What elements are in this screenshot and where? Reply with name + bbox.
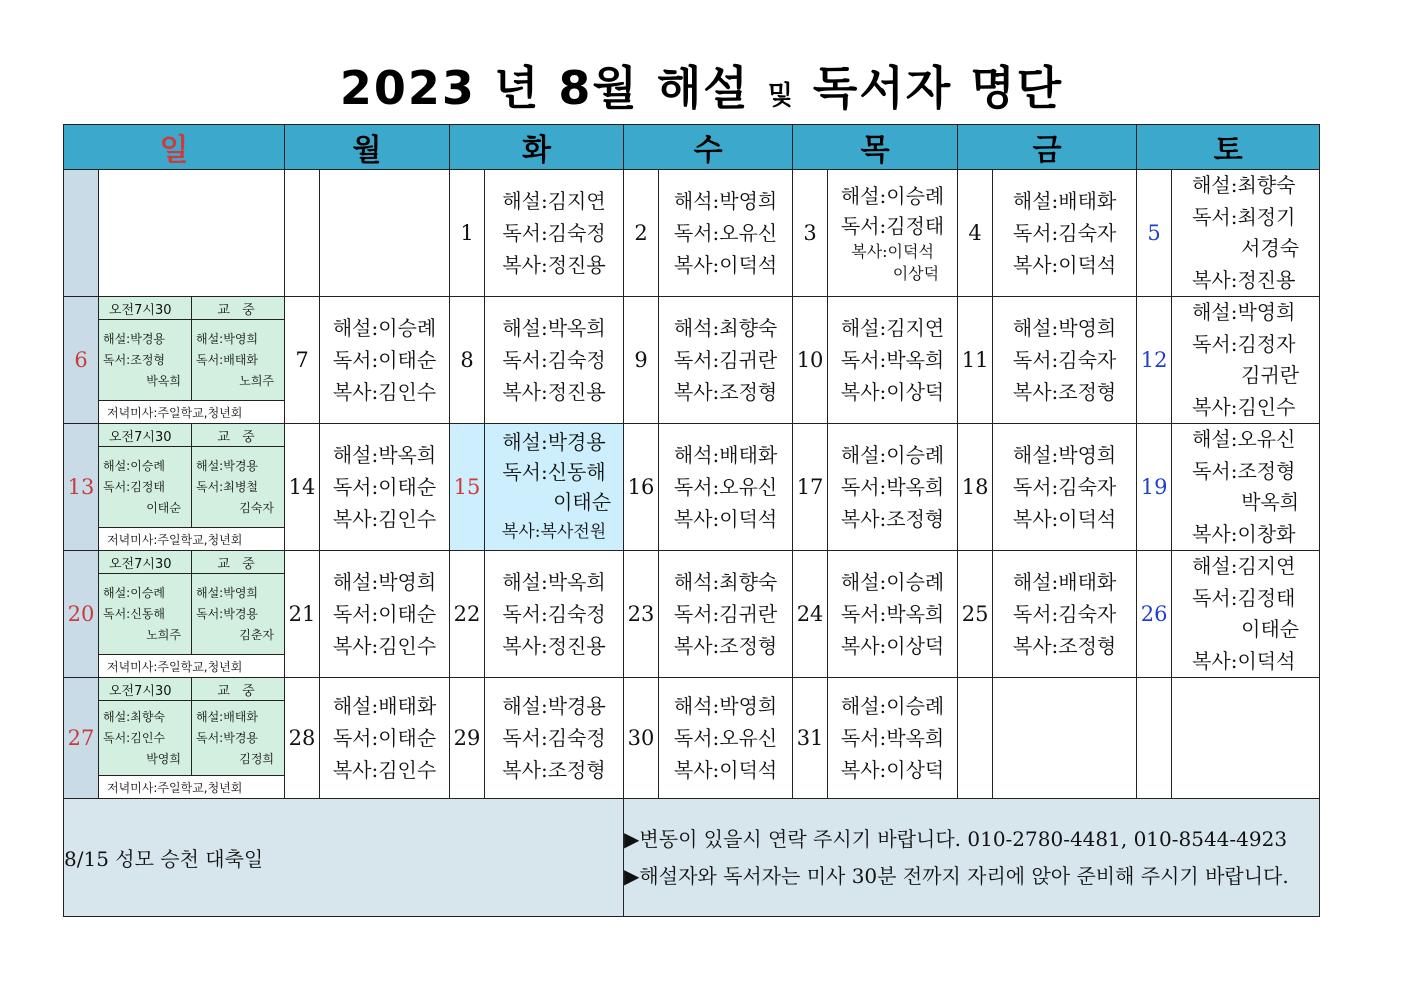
kyojung-mass-assignment — [192, 701, 285, 776]
holiday-assignment — [485, 424, 624, 551]
header-tuesday: 화 — [450, 125, 624, 170]
assignment-line: 복사:이덕석 — [1012, 253, 1117, 277]
assignment-line: 독서:김정태 — [840, 214, 945, 238]
evening-mass-label: 저녁미사:주일학교,청년회 — [99, 655, 284, 678]
assignment-line: 김숙자 — [239, 500, 275, 515]
assignment-line: 독서:김정태 — [1192, 585, 1296, 610]
assignment-line: 해설:배태화 — [332, 694, 437, 718]
date-number: 16 — [624, 424, 659, 551]
day-assignment — [320, 297, 450, 424]
assignment-line: 해설:김지연 — [502, 189, 606, 213]
kyojung-mass-assignment — [192, 447, 285, 528]
date-number: 24 — [793, 551, 828, 678]
assignment-line: 독서:김숙정 — [502, 221, 606, 245]
contact-notes — [624, 799, 1320, 917]
assignment-line: 복사:정진용 — [502, 634, 606, 658]
assignment-line: 독서:박옥희 — [840, 475, 945, 499]
assignment-line: 독서:박옥희 — [840, 348, 945, 372]
sunday-mass-box — [99, 678, 285, 799]
assignment-line: 독서:박옥희 — [840, 602, 945, 626]
assignment-line: 독서:신동해 — [502, 460, 606, 484]
day-assignment — [320, 551, 450, 678]
empty-day-cell — [99, 170, 285, 297]
date-number: 25 — [958, 551, 993, 678]
assignment-line: 복사:이덕석 — [1012, 507, 1117, 531]
assignment-line: 독서:김숙자 — [1012, 602, 1117, 626]
assignment-line: 박영희 — [146, 751, 181, 766]
assignment-line: 이상덕 — [892, 264, 940, 283]
day-assignment — [993, 551, 1137, 678]
assignment-line: 복사:정진용 — [502, 253, 606, 277]
assignment-line: 해설:이승례 — [840, 184, 945, 208]
saturday-date-number: 12 — [1137, 297, 1172, 424]
assignment-line: 복사:이상덕 — [840, 758, 945, 782]
sunday-mass-box — [99, 297, 285, 424]
date-number: 23 — [624, 551, 659, 678]
day-assignment — [828, 170, 958, 297]
morning-mass-assignment — [99, 447, 192, 528]
kyojung-mass-label: 교 중 — [192, 297, 285, 320]
day-assignment — [828, 297, 958, 424]
kyojung-mass-label: 교 중 — [192, 678, 285, 701]
date-number: 17 — [793, 424, 828, 551]
week-row — [64, 551, 1320, 678]
assignment-line: 복사:이창화 — [1192, 521, 1296, 546]
week-row — [64, 170, 1320, 297]
assignment-line: 박옥희 — [1241, 490, 1300, 514]
assignment-line: 독서:오유신 — [673, 221, 778, 245]
assignment-line: 복사:김인수 — [332, 758, 437, 782]
assignment-line: 복사:정진용 — [502, 380, 606, 404]
assignment-line: 독서:김정태 — [103, 479, 166, 494]
assignment-line: 해설:이승례 — [840, 694, 945, 718]
empty-date-cell — [1137, 678, 1172, 799]
footer-row — [64, 799, 1320, 917]
empty-date-cell — [64, 170, 99, 297]
empty-date-cell — [958, 678, 993, 799]
assignment-line: 독서:김인수 — [103, 730, 166, 745]
date-number: 28 — [285, 678, 320, 799]
assignment-line: 복사:이덕석 — [673, 253, 778, 277]
day-assignment — [993, 297, 1137, 424]
assignment-line: 독서:김귀란 — [673, 602, 778, 626]
assignment-line: 해석:배태화 — [673, 443, 778, 467]
date-number: 14 — [285, 424, 320, 551]
assignment-line: 해설:박영희 — [196, 585, 259, 600]
assignment-line: 독서:김정자 — [1192, 331, 1296, 356]
date-number: 11 — [958, 297, 993, 424]
assignment-line: 해석:최향숙 — [673, 570, 778, 594]
day-assignment — [828, 678, 958, 799]
morning-mass-assignment — [99, 701, 192, 776]
assignment-line: 해설:박영희 — [1192, 300, 1296, 324]
assignment-line: 해설:박옥희 — [502, 570, 606, 594]
day-assignment — [320, 424, 450, 551]
week-row — [64, 297, 1320, 424]
header-friday: 금 — [958, 125, 1137, 170]
assignment-line: 독서:김숙자 — [1012, 475, 1117, 499]
assignment-line: 해설:배태화 — [196, 709, 259, 724]
assignment-line: 복사:복사전원 — [501, 522, 607, 542]
day-assignment — [993, 424, 1137, 551]
assignment-line: 복사:이덕석 — [673, 758, 778, 782]
date-number: 22 — [450, 551, 485, 678]
day-assignment — [828, 424, 958, 551]
assignment-line: 해설:배태화 — [1012, 189, 1117, 213]
evening-mass-label: 저녁미사:주일학교,청년회 — [99, 401, 284, 424]
assignment-line: 해설:박영희 — [332, 570, 437, 594]
date-number: 31 — [793, 678, 828, 799]
saturday-assignment — [1172, 297, 1320, 424]
morning-mass-label: 오전7시30 — [99, 678, 192, 701]
header-wednesday: 수 — [624, 125, 793, 170]
date-number: 29 — [450, 678, 485, 799]
assignment-line: 독서:조정형 — [103, 352, 166, 367]
date-number: 1 — [450, 170, 485, 297]
assignment-line: 해설:박영희 — [196, 331, 259, 346]
saturday-date-number: 19 — [1137, 424, 1172, 551]
assignment-line: 해설:이승례 — [840, 443, 945, 467]
empty-date-cell — [285, 170, 320, 297]
assignment-line: 해설:배태화 — [1012, 570, 1117, 594]
saturday-assignment — [1172, 170, 1320, 297]
schedule-calendar — [63, 124, 1320, 917]
sunday-mass-table — [99, 297, 284, 423]
assignment-line: 해설:박옥희 — [502, 316, 606, 340]
assignment-line: 독서:박옥희 — [840, 726, 945, 750]
kyojung-mass-assignment — [192, 574, 285, 655]
feast-note: 8/15 성모 승천 대축일 — [64, 799, 624, 917]
assignment-line: 독서:오유신 — [673, 475, 778, 499]
header-monday: 월 — [285, 125, 450, 170]
assignment-line: 해설:이승례 — [103, 585, 166, 600]
assignment-line: 복사:이덕석 — [1192, 648, 1296, 673]
empty-day-cell — [320, 170, 450, 297]
assignment-line: 독서:이태순 — [332, 348, 437, 372]
assignment-line: 복사:김인수 — [332, 634, 437, 658]
assignment-line: 독서:김숙자 — [1012, 221, 1117, 245]
assignment-line: 해설:박영희 — [1012, 316, 1117, 340]
evening-mass-label: 저녁미사:주일학교,청년회 — [99, 528, 284, 551]
day-assignment — [659, 678, 793, 799]
assignment-line: 해설:박영희 — [1012, 443, 1117, 467]
assignment-line: 독서:이태순 — [332, 475, 437, 499]
assignment-line: 독서:이태순 — [332, 726, 437, 750]
title-conjunction: 및 — [767, 81, 795, 111]
holiday-date-number: 15 — [450, 424, 485, 551]
sunday-mass-box — [99, 424, 285, 551]
sunday-date-number: 13 — [64, 424, 99, 551]
assignment-line: 독서:오유신 — [673, 726, 778, 750]
assignment-line: 해석:최향숙 — [673, 316, 778, 340]
date-number: 21 — [285, 551, 320, 678]
title-main-2: 독서자 명단 — [812, 61, 1064, 115]
assignment-line: 이태순 — [553, 490, 612, 514]
page-title — [0, 52, 1403, 118]
assignment-line: 독서:이태순 — [332, 602, 437, 626]
assignment-line: 해설:이승례 — [840, 570, 945, 594]
saturday-assignment — [1172, 424, 1320, 551]
assignment-line: 해설:박경용 — [502, 694, 606, 718]
week-row — [64, 424, 1320, 551]
kyojung-mass-label: 교 중 — [192, 551, 285, 574]
morning-mass-label: 오전7시30 — [99, 551, 192, 574]
week-row — [64, 678, 1320, 799]
assignment-line: 독서:배태화 — [196, 352, 259, 367]
assignment-line: 복사:정진용 — [1192, 267, 1296, 292]
date-number: 18 — [958, 424, 993, 551]
date-number: 10 — [793, 297, 828, 424]
assignment-line: 복사:이상덕 — [840, 634, 945, 658]
assignment-line: 이태순 — [1241, 617, 1300, 641]
assignment-line: 독서:최병철 — [196, 479, 259, 494]
assignment-line: 독서:김숙정 — [502, 726, 606, 750]
assignment-line: 해설:이승례 — [103, 458, 166, 473]
day-assignment — [659, 424, 793, 551]
assignment-line: 독서:김숙자 — [1012, 348, 1117, 372]
assignment-line: 해석:박영희 — [673, 189, 778, 213]
assignment-line: 해설:김지연 — [840, 316, 945, 340]
assignment-line: 독서:박경용 — [196, 606, 259, 621]
date-number: 2 — [624, 170, 659, 297]
assignment-line: 해설:박경용 — [196, 458, 259, 473]
saturday-date-number: 5 — [1137, 170, 1172, 297]
morning-mass-assignment — [99, 320, 192, 401]
date-number: 9 — [624, 297, 659, 424]
assignment-line: 복사:조정형 — [673, 380, 778, 404]
assignment-line: 이태순 — [146, 500, 181, 515]
assignment-line: 해설:박경용 — [103, 331, 166, 346]
empty-day-cell — [1172, 678, 1320, 799]
saturday-assignment — [1172, 551, 1320, 678]
assignment-line: 해설:박경용 — [502, 430, 606, 454]
evening-mass-label: 저녁미사:주일학교,청년회 — [99, 776, 284, 799]
date-number: 4 — [958, 170, 993, 297]
day-assignment — [485, 170, 624, 297]
morning-mass-label: 오전7시30 — [99, 424, 192, 447]
day-assignment — [993, 170, 1137, 297]
assignment-line: 복사:이덕석 — [851, 242, 934, 261]
sunday-mass-table — [99, 678, 284, 798]
assignment-line: 해설:최향숙 — [103, 709, 166, 724]
morning-mass-label: 오전7시30 — [99, 297, 192, 320]
assignment-line: 서경숙 — [1241, 236, 1300, 260]
sunday-date-number: 20 — [64, 551, 99, 678]
assignment-line: 해설:김지연 — [1192, 554, 1296, 578]
header-sunday: 일 — [64, 125, 285, 170]
day-assignment — [320, 678, 450, 799]
date-number: 7 — [285, 297, 320, 424]
contact-note-line: ▶변동이 있을시 연락 주시기 바랍니다. 010-2780-4481, 010-8544-4923 — [624, 826, 1288, 851]
day-assignment — [659, 170, 793, 297]
kyojung-mass-label: 교 중 — [192, 424, 285, 447]
title-main-1: 2023 년 8월 해설 — [339, 61, 750, 115]
header-thursday: 목 — [793, 125, 958, 170]
day-assignment — [659, 551, 793, 678]
assignment-line: 복사:이상덕 — [840, 380, 945, 404]
assignment-line: 복사:김인수 — [332, 380, 437, 404]
assignment-line: 해설:이승례 — [332, 316, 437, 340]
assignment-line: 노희주 — [239, 373, 275, 388]
date-number: 3 — [793, 170, 828, 297]
saturday-date-number: 26 — [1137, 551, 1172, 678]
sunday-date-number: 6 — [64, 297, 99, 424]
sunday-mass-table — [99, 424, 284, 550]
header-saturday: 토 — [1137, 125, 1320, 170]
assignment-line: 해설:오유신 — [1192, 427, 1296, 451]
day-assignment — [659, 297, 793, 424]
assignment-line: 복사:김인수 — [1192, 394, 1296, 419]
assignment-line: 해석:박영희 — [673, 694, 778, 718]
assignment-line: 독서:최정기 — [1192, 204, 1296, 229]
assignment-line: 복사:조정형 — [1012, 634, 1117, 658]
assignment-line: 독서:김숙정 — [502, 602, 606, 626]
preparation-note-line: ▶해설자와 독서자는 미사 30분 전까지 자리에 앉아 준비해 주시기 바랍니다. — [624, 863, 1289, 888]
assignment-line: 박옥희 — [146, 373, 181, 388]
sunday-date-number: 27 — [64, 678, 99, 799]
morning-mass-assignment — [99, 574, 192, 655]
sunday-mass-box — [99, 551, 285, 678]
assignment-line: 독서:박경용 — [196, 730, 259, 745]
assignment-line: 김귀란 — [1241, 363, 1300, 387]
assignment-line: 복사:조정형 — [502, 758, 606, 782]
day-assignment — [828, 551, 958, 678]
assignment-line: 노희주 — [146, 627, 181, 642]
assignment-line: 독서:김숙정 — [502, 348, 606, 372]
kyojung-mass-assignment — [192, 320, 285, 401]
assignment-line: 독서:신동해 — [103, 606, 166, 621]
assignment-line: 해설:박옥희 — [332, 443, 437, 467]
weekday-header-row — [64, 125, 1320, 170]
empty-day-cell — [993, 678, 1137, 799]
day-assignment — [485, 678, 624, 799]
assignment-line: 복사:조정형 — [1012, 380, 1117, 404]
day-assignment — [485, 551, 624, 678]
day-assignment — [485, 297, 624, 424]
assignment-line: 독서:조정형 — [1192, 458, 1296, 483]
date-number: 30 — [624, 678, 659, 799]
assignment-line: 김춘자 — [239, 627, 275, 642]
assignment-line: 해설:최향숙 — [1192, 173, 1296, 197]
assignment-line: 독서:김귀란 — [673, 348, 778, 372]
assignment-line: 복사:이덕석 — [673, 507, 778, 531]
assignment-line: 복사:조정형 — [840, 507, 945, 531]
assignment-line: 복사:김인수 — [332, 507, 437, 531]
assignment-line: 김정희 — [239, 751, 275, 766]
sunday-mass-table — [99, 551, 284, 677]
date-number: 8 — [450, 297, 485, 424]
assignment-line: 복사:조정형 — [673, 634, 778, 658]
